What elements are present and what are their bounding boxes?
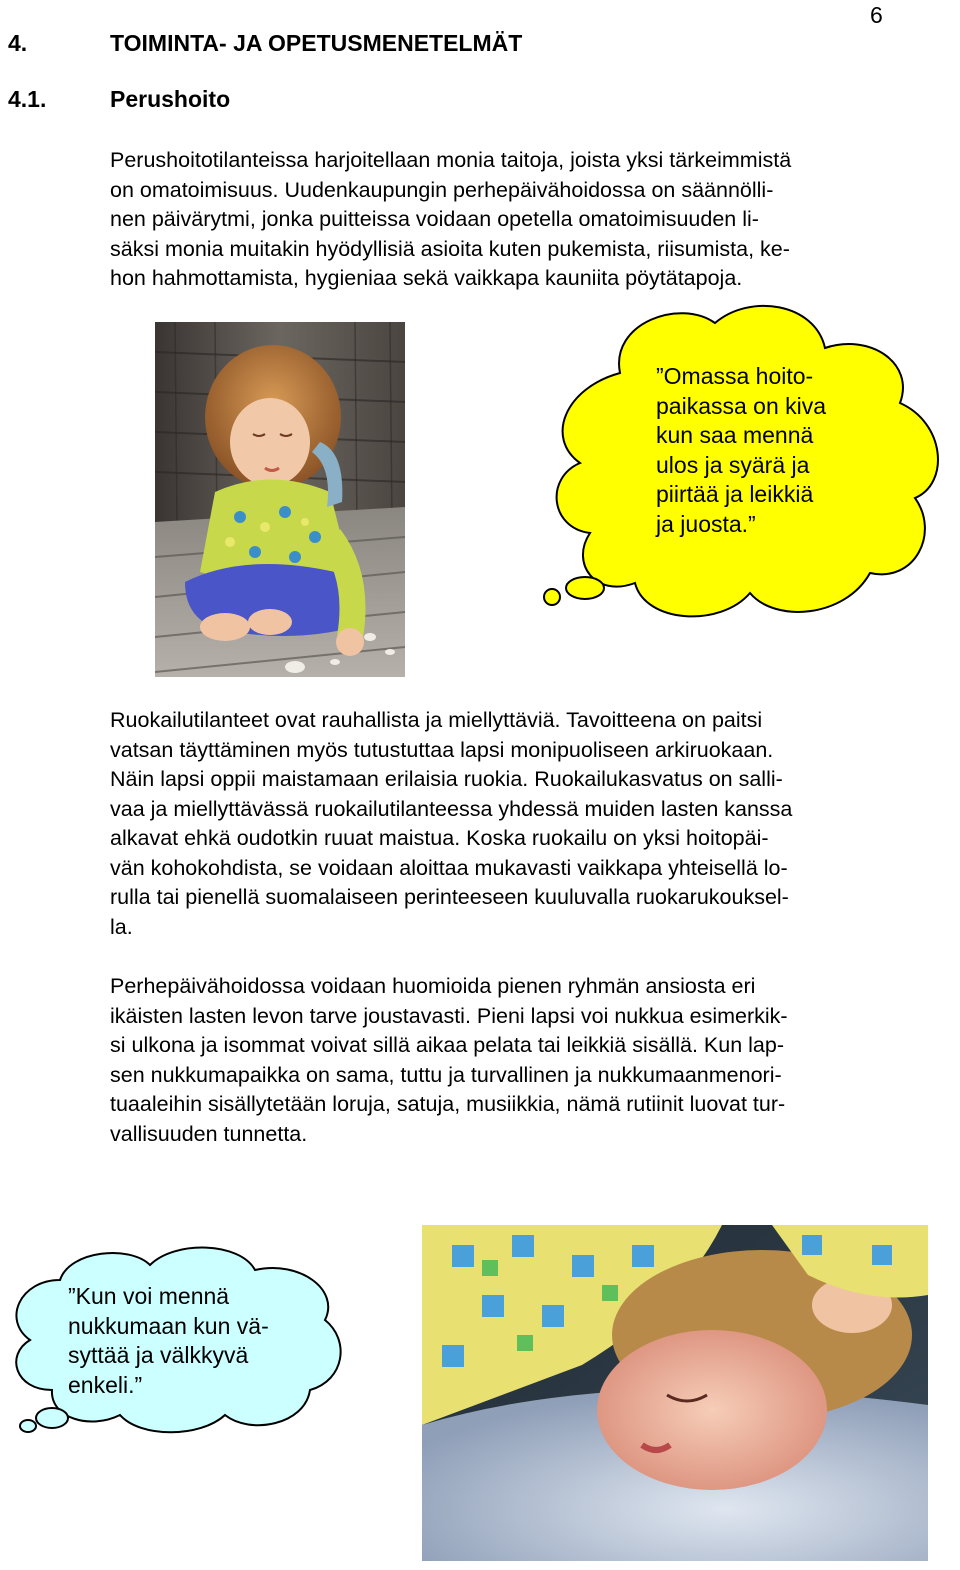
text-line: vatsan täyttäminen myös tutustuttaa lapsi monipuoliseen arkiruokaan. (110, 737, 774, 762)
text-line: sen nukkumapaikka on sama, tuttu ja turvallinen ja nukkumaanmenori- (110, 1062, 782, 1087)
heading2-number: 4.1. (8, 86, 47, 112)
photo-child-sleeping (422, 1225, 928, 1561)
heading1-number: 4. (8, 30, 28, 56)
bubble-line: ja juosta.” (656, 510, 756, 537)
bubble-line: syttää ja välkkyvä (68, 1342, 249, 1368)
photo-child-sitting (155, 322, 405, 677)
text-line: hon hahmottamista, hygieniaa sekä vaikkapa kauniita pöytätapoja. (110, 266, 743, 290)
thought-bubble-blue-text (68, 1282, 269, 1400)
text-line: rulla tai pienellä suomalaiseen perinteeseen kuuluvalla ruokarukouksel- (110, 885, 789, 909)
thought-bubble-yellow-text (656, 362, 826, 539)
bubble-line: piirtää ja leikkiä (656, 481, 814, 507)
bubble-line: paikassa on kiva (656, 392, 827, 419)
text-line: vallisuuden tunnetta. (110, 1121, 308, 1146)
bubble-line: ”Kun voi mennä (68, 1283, 230, 1309)
text-line: tuaaleihin sisällytetään loruja, satuja, musiikkia, nämä rutiinit luovat tur- (110, 1092, 786, 1116)
text-line: nen päivärytmi, jonka puitteissa voidaan opetella omatoimisuuden li- (110, 207, 759, 231)
text-line: Perhepäivähoidossa voidaan huomioida pienen ryhmän ansiosta eri (110, 974, 756, 998)
text-line: vaa ja miellyttävässä ruokailutilanteessa yhdessä muiden lasten kanssa (110, 796, 793, 821)
bubble-line: kun saa mennä (656, 422, 814, 448)
text-line: Ruokailutilanteet ovat rauhallista ja miellyttäviä. Tavoitteena on paitsi (110, 708, 763, 732)
bubble-line: nukkumaan kun vä- (68, 1312, 269, 1339)
paragraph-meals (110, 706, 792, 942)
text-line: alkavat ehkä oudotkin ruuat maistua. Koska ruokailu on yksi hoitopäi- (110, 826, 769, 850)
text-line: la. (110, 914, 133, 939)
bubble-line: ”Omassa hoito- (656, 363, 814, 389)
bubble-line: ulos ja syärä ja (656, 451, 810, 478)
bubble-line: enkeli.” (68, 1371, 143, 1398)
text-line: Perushoitotilanteissa harjoitellaan monia taitoja, joista yksi tärkeimmistä (110, 148, 792, 172)
page-number: 6 (870, 2, 883, 28)
heading1-title: TOIMINTA- JA OPETUSMENETELMÄT (110, 30, 523, 56)
text-line: säksi monia muitakin hyödyllisiä asioita kuten pukemista, riisumista, ke- (110, 236, 790, 261)
text-line: vän kohokohdista, se voidaan aloittaa mukavasti vaikkapa yhteisellä lo- (110, 855, 788, 880)
text-line: si ulkona ja isommat voivat sillä aikaa pelata tai leikkiä sisällä. Kun lap- (110, 1033, 784, 1057)
paragraph-basic-care (110, 146, 791, 294)
text-line: Näin lapsi oppii maistamaan erilaisia ruokia. Ruokailukasvatus on salli- (110, 767, 783, 791)
text-line: ikäisten lasten levon tarve joustavasti. Pieni lapsi voi nukkua esimerkik- (110, 1003, 788, 1028)
paragraph-rest (110, 972, 788, 1149)
heading2-title: Perushoito (110, 86, 231, 112)
text-line: on omatoimisuus. Uudenkaupungin perhepäivähoidossa on säännölli- (110, 177, 774, 202)
